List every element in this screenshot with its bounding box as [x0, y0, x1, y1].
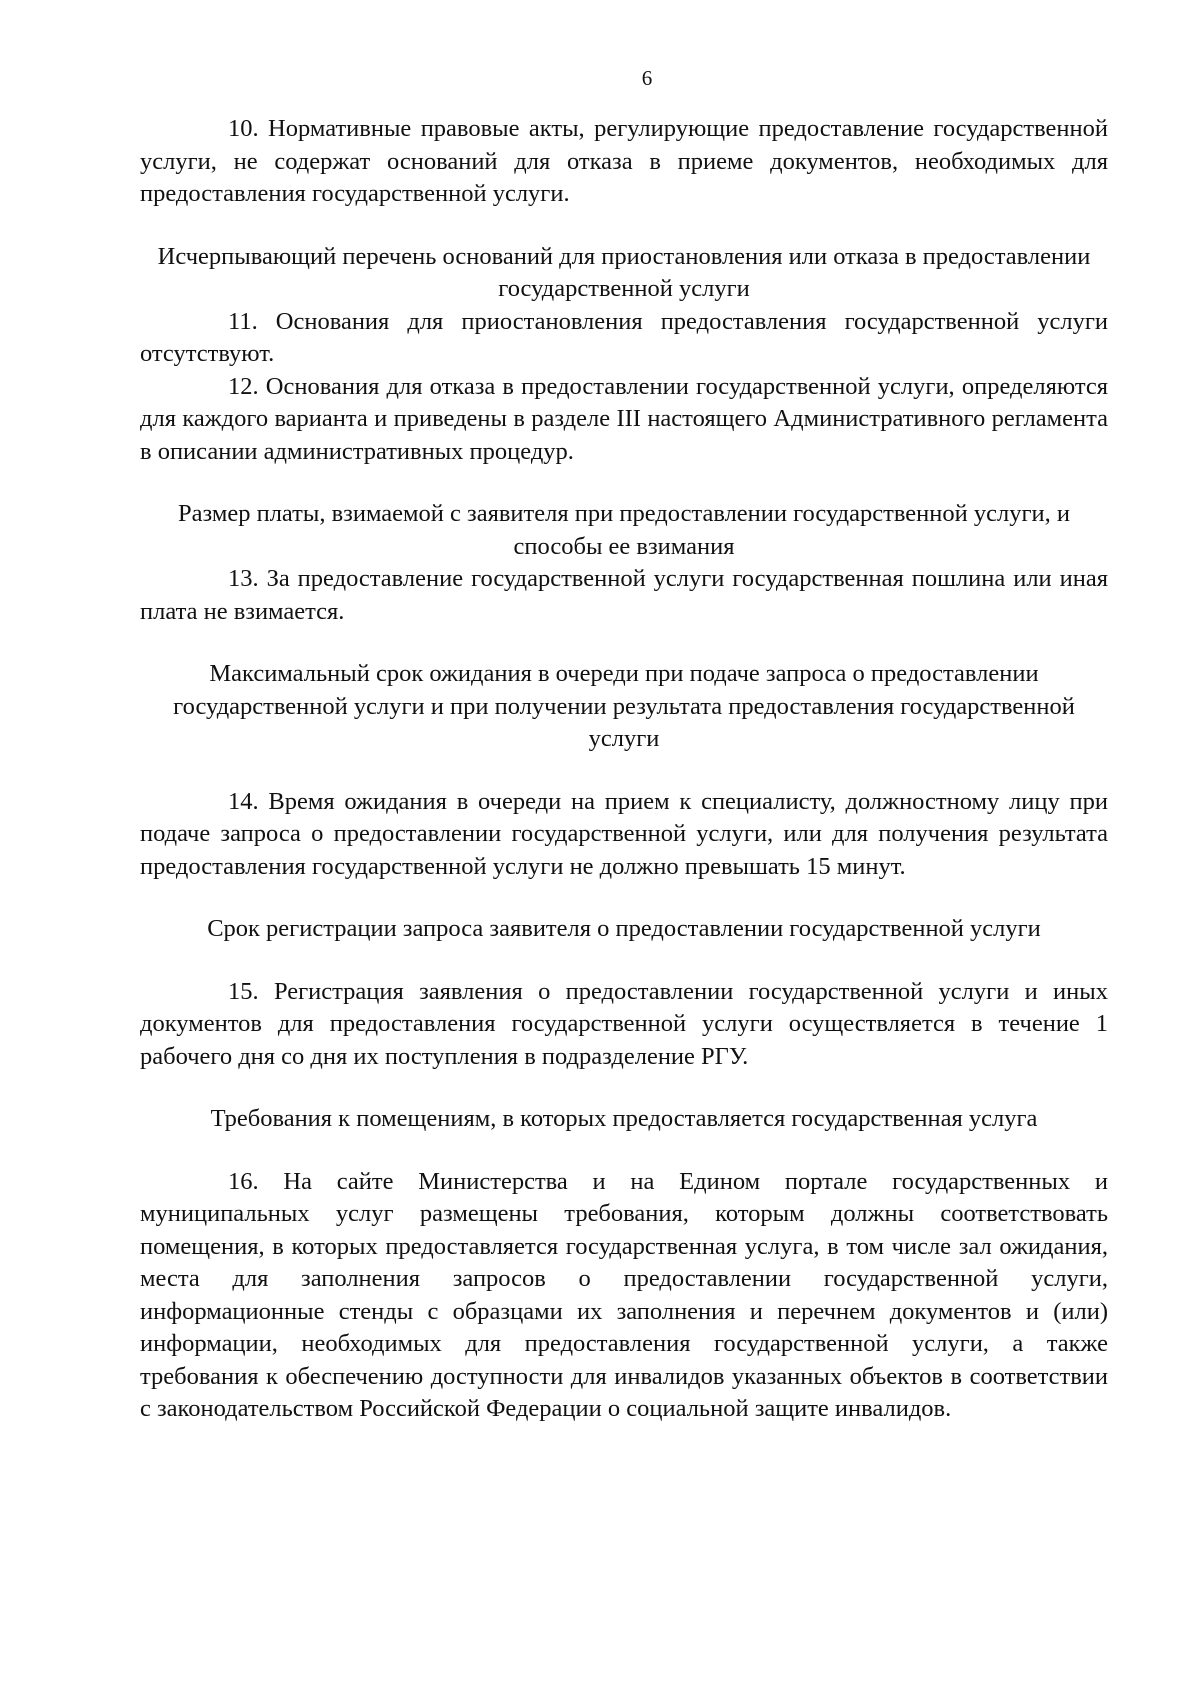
page-number: 6	[641, 66, 653, 90]
section-heading-fee: Размер платы, взимаемой с заявителя при предоставлении государственной услуги, и способы ее взимания	[178, 500, 1070, 560]
paragraph-10: 10. Нормативные правовые акты, регулирующие предоставление государственной услуги, не содержат оснований для отказа в приеме документов, необходимых для предоставления государственной услуги.	[140, 115, 1108, 207]
section-heading-waiting-time: Максимальный срок ожидания в очереди при подаче запроса о предоставлении государственной услуги и при получении результата предоставления государственной услуги	[173, 660, 1075, 752]
paragraph-14: 14. Время ожидания в очереди на прием к специалисту, должностному лицу при подаче запроса о предоставлении государственной услуги, или для получения результата предоставления государственной услуги не должно превышать 15 минут.	[140, 787, 1108, 880]
section-heading-premises: Требования к помещениям, в которых предоставляется государственная услуга	[210, 1105, 1038, 1132]
section-heading-suspension-refusal: Исчерпывающий перечень оснований для приостановления или отказа в предоставлении государственной услуги	[157, 242, 1091, 302]
paragraph-13: 13. За предоставление государственной услуги государственная пошлина или иная плата не взимается.	[140, 565, 1108, 625]
paragraph-12: 12. Основания для отказа в предоставлении государственной услуги, определяются для каждого варианта и приведены в разделе III настоящего Административного регламента в описании административных процедур.	[140, 372, 1108, 465]
paragraph-16: 16. На сайте Министерства и на Едином портале государственных и муниципальных услуг размещены требования, которым должны соответствовать помещения, в которых предоставляется государственная услуга, в том числе зал ожидания, места для заполнения запросов о предоставлении государственной услуги, информационные стенды с образцами их заполнения и перечнем документов и (или) информации, необходимых для предоставления государственной услуги, а также требования к обеспечению доступности для инвалидов указанных объектов в соответствии с законодательством Российской Федерации о социальной защите инвалидов.	[140, 1167, 1108, 1422]
section-heading-registration-term: Срок регистрации запроса заявителя о предоставлении государственной услуги	[207, 915, 1041, 942]
paragraph-11: 11. Основания для приостановления предоставления государственной услуги отсутствуют.	[140, 307, 1108, 367]
document-body	[140, 66, 1108, 1426]
paragraph-15: 15. Регистрация заявления о предоставлении государственной услуги и иных документов для предоставления государственной услуги осуществляется в течение 1 рабочего дня со дня их поступления в подразделение РГУ.	[140, 977, 1108, 1070]
